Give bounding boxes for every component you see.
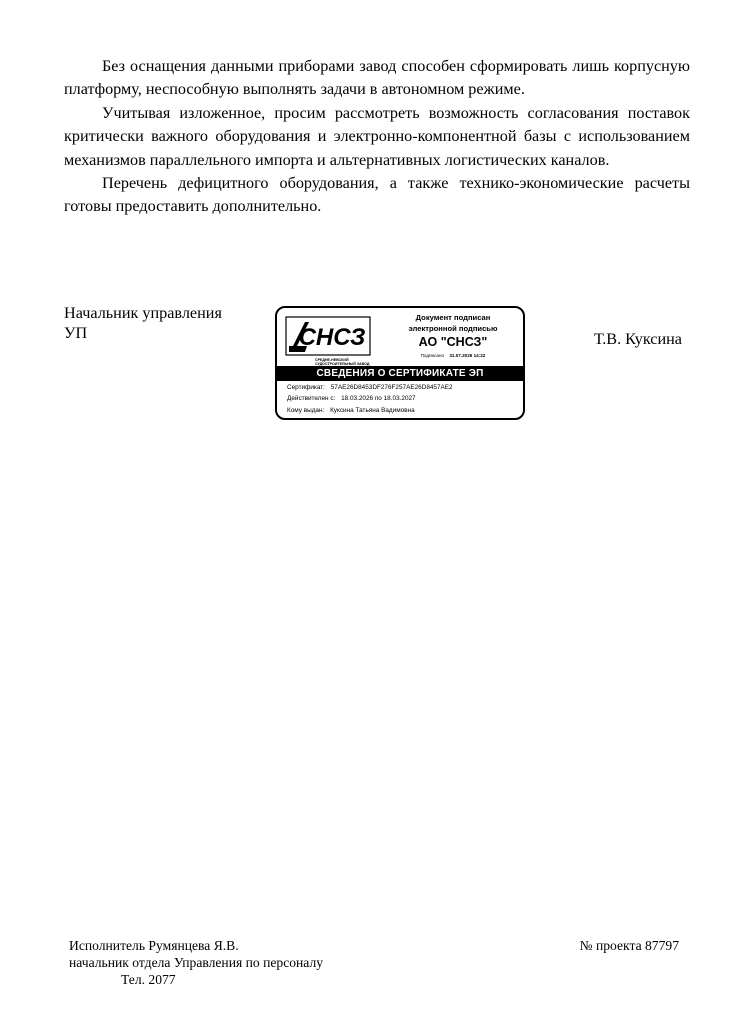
signer-position-line1: Начальник управления — [64, 304, 222, 322]
stamp-signed-at — [381, 353, 525, 359]
signed-label: Подписано — [420, 353, 445, 358]
issued-to-row — [287, 407, 523, 415]
certificate-row — [287, 384, 523, 392]
logo-subtitle: СРЕДНЕ-НЕВСКИЙ СУДОСТРОИТЕЛЬНЫЙ ЗАВОД — [315, 358, 370, 366]
executor-name: Исполнитель Румянцева Я.В. — [69, 938, 239, 953]
logo-graphic — [285, 316, 371, 356]
stamp-header-line1: Документ подписан — [415, 313, 491, 322]
certificate-label: Сертификат: — [287, 384, 325, 391]
stamp-header — [381, 312, 525, 334]
executor-phone: Тел. 2077 — [121, 972, 176, 987]
paragraph-3: Перечень дефицитного оборудования, а также технико-экономические расчеты готовы предоставить дополнительно. — [64, 174, 690, 216]
logo-text: СНСЗ — [298, 324, 366, 351]
signer-position-line2: УП — [64, 324, 88, 342]
validity-value: 18.03.2026 по 18.03.2027 — [341, 395, 416, 402]
signer-position — [64, 303, 222, 343]
letter-body — [64, 55, 690, 219]
stamp-organization: АО "СНСЗ" — [418, 335, 488, 349]
electronic-signature-stamp — [275, 306, 525, 420]
paragraph-2: Учитывая изложенное, просим рассмотреть возможность согласования поставок критически важного оборудования и электронно-компонентной базы с использованием механизмов параллельного импорта и альтернативных логистических каналов. — [64, 103, 690, 169]
validity-label: Действителен с: — [287, 395, 336, 402]
issued-to-label: Кому выдан: — [287, 407, 325, 414]
project-number: № проекта 87797 — [579, 938, 679, 953]
executor-info — [69, 937, 323, 988]
certificate-band-title: СВЕДЕНИЯ О СЕРТИФИКАТЕ ЭП — [277, 366, 523, 381]
issued-to-value: Куксина Татьяна Вадимовна — [330, 407, 415, 414]
signer-name: Т.В. Куксина — [593, 330, 682, 348]
executor-position: начальник отдела Управления по персоналу — [69, 955, 324, 970]
certificate-value: 57AE26D8453DF276F257AE26D8457AE2 — [330, 384, 453, 391]
stamp-header-line2: электронной подписью — [408, 324, 498, 333]
signed-date: 31.07.2026 14:22 — [449, 353, 486, 358]
validity-row — [287, 395, 523, 403]
paragraph-1: Без оснащения данными приборами завод способен сформировать лишь корпусную платформу, неспособную выполнять задачи в автономном режиме. — [64, 57, 690, 99]
company-logo — [285, 316, 371, 366]
